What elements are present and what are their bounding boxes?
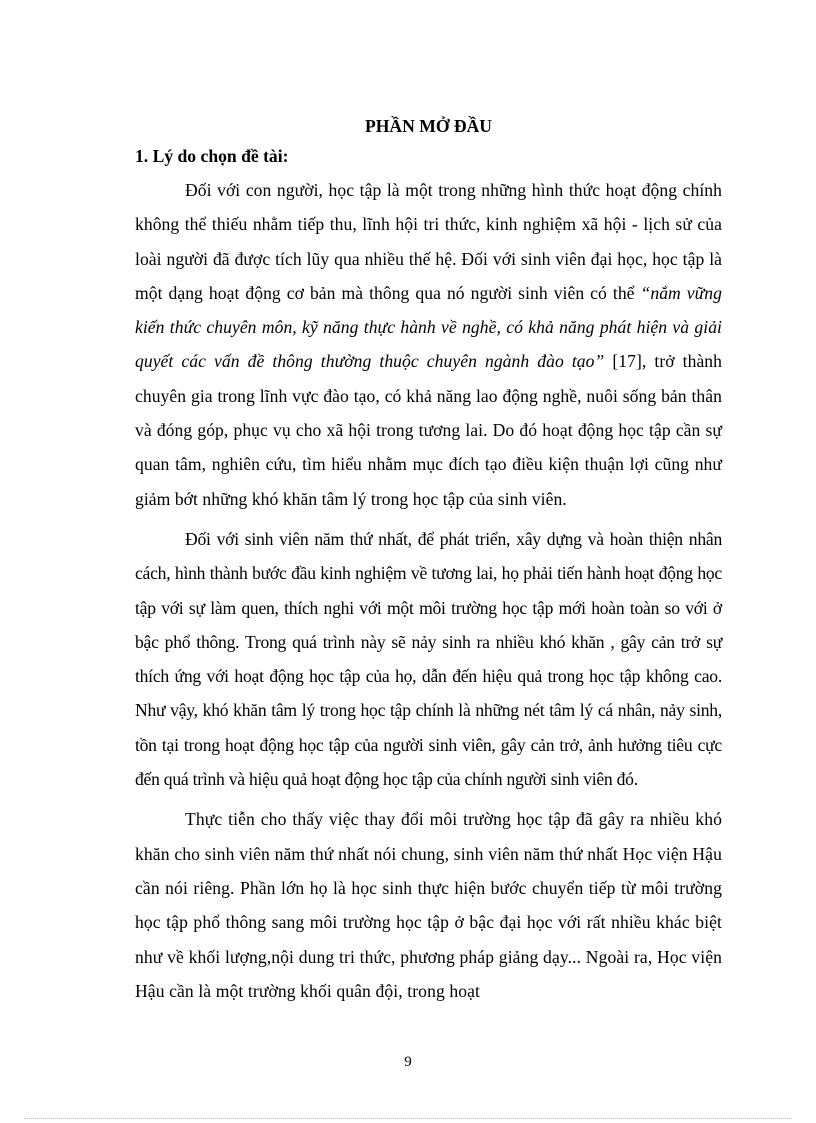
paragraph-3: Thực tiễn cho thấy việc thay đổi môi trường học tập đã gây ra nhiều khó khăn cho sinh viên năm thứ nhất nói chung, sinh viên năm thứ nhất Học viện Hậu cần nói riêng. Phần lớn họ là học sinh thực hiện bước chuyển tiếp từ môi trường học tập phổ thông sang môi trường học tập ở bậc đại học với rất nhiều khác biệt như về khối lượng,nội dung tri thức, phương pháp giảng dạy... Ngoài ra, Học viện Hậu cần là một trường khối quân đội, trong hoạt (135, 809, 722, 1001)
paragraph-1-quote: “nắm vững kiến thức chuyên môn, kỹ năng thực hành về nghề, có khả năng phát hiện và giải quyết các vấn đề thông thường thuộc chuyên ngành đào tạo” (135, 282, 722, 372)
paragraph-1-text-before-quote: Đối với con người, học tập là một trong những hình thức hoạt động chính không thể thiếu nhằm tiếp thu, lĩnh hội tri thức, kinh nghiệm xã hội - lịch sử của loài người đã được tích lũy qua nhiều thế hệ. Đối với sinh viên đại học, học tập là một dạng hoạt động cơ bản mà thông qua nó người sinh viên có thể (135, 180, 722, 303)
document-title: PHẦN MỞ ĐẦU (364, 116, 493, 136)
paragraph-1-text-after-quote: [17], trở thành chuyên gia trong lĩnh vực đào tạo, có khả năng lao động nghề, nuôi sống bản thân và đóng góp, phục vụ cho xã hội trong tương lai. Do đó hoạt động học tập cần sự quan tâm, nghiên cứu, tìm hiểu nhằm mục đích tạo điều kiện thuận lợi cũng như giảm bớt những khó khăn tâm lý trong học tập của sinh viên. (135, 351, 722, 509)
paragraph-2: Đối với sinh viên năm thứ nhất, để phát triển, xây dựng và hoàn thiện nhân cách, hình thành bước đầu kinh nghiệm về tương lai, họ phải tiến hành hoạt động học tập với sự làm quen, thích nghi với một môi trường học tập mới hoàn toàn so với ở bậc phổ thông. Trong quá trình này sẽ nảy sinh ra nhiều khó khăn , gây cản trở sự thích ứng với hoạt động học tập của họ, dẫn đến hiệu quả trong học tập không cao. Như vậy, khó khăn tâm lý trong học tập chính là những nét tâm lý cá nhân, nảy sinh, tồn tại trong hoạt động học tập của người sinh viên, gây cản trở, ảnh hưởng tiêu cực đến quá trình và hiệu quả hoạt động học tập của chính người sinh viên đó. (135, 528, 722, 790)
paragraph-1 (135, 173, 722, 516)
page-bottom-border (24, 1118, 792, 1119)
page-content (135, 111, 722, 1014)
section-heading: 1. Lý do chọn đề tài: (135, 146, 289, 166)
page-number: 9 (404, 1054, 412, 1070)
